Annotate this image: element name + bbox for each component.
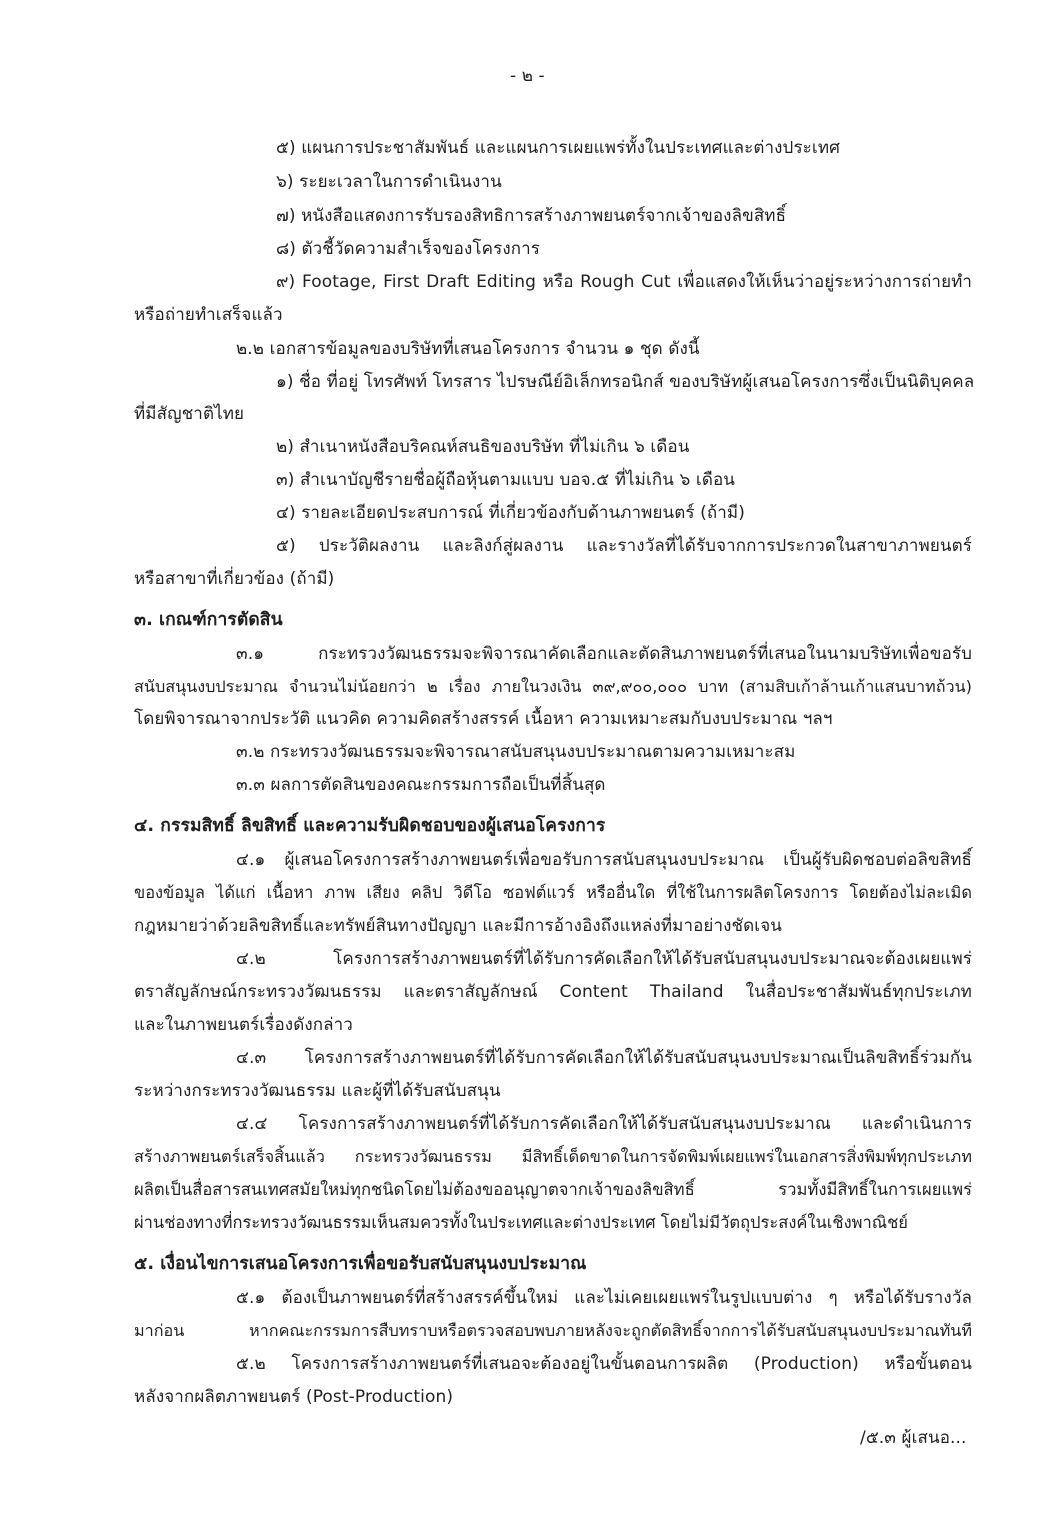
doc-line: ๗) หนังสือแสดงการรับรองสิทธิการสร้างภาพยนตร์จากเจ้าของลิขสิทธิ์ — [276, 206, 787, 226]
doc-line: ของข้อมูล ได้แก่ เนื้อหา ภาพ เสียง คลิป วิดีโอ ซอฟต์แวร์ หรืออื่นใด ที่ใช้ในการผลิตโครงการ โดยต้องไม่ละเมิด — [134, 883, 972, 902]
doc-line: โดยพิจารณาจากประวัติ แนวคิด ความคิดสร้างสรรค์ เนื้อหา ความเหมาะสมกับงบประมาณ ฯลฯ — [134, 709, 833, 729]
doc-line: ๓.๓ ผลการตัดสินของคณะกรรมการถือเป็นที่สิ้นสุด — [236, 775, 606, 795]
doc-line: ๒.๒ เอกสารข้อมูลของบริษัทที่เสนอโครงการ จำนวน ๑ ชุด ดังนี้ — [236, 339, 700, 359]
doc-line: กฎหมายว่าด้วยลิขสิทธิ์และทรัพย์สินทางปัญญา และมีการอ้างอิงถึงแหล่งที่มาอย่างชัดเจน — [134, 916, 782, 936]
doc-line: ๔) รายละเอียดประสบการณ์ ที่เกี่ยวข้องกับด้านภาพยนตร์ (ถ้ามี) — [276, 503, 745, 523]
doc-line: ๖) ระยะเวลาในการดำเนินงาน — [276, 172, 502, 192]
doc-line: ๔.๑ ผู้เสนอโครงการสร้างภาพยนตร์เพื่อขอรับการสนับสนุนงบประมาณ เป็นผู้รับผิดชอบต่อลิขสิทธิ์ — [236, 850, 972, 870]
doc-line: ผ่านช่องทางที่กระทรวงวัฒนธรรมเห็นสมควรทั้งในประเทศและต่างประเทศ โดยไม่มีวัตถุประสงค์ในเชิงพาณิชย์ — [134, 1213, 908, 1232]
doc-line: ๔.๓ โครงการสร้างภาพยนตร์ที่ได้รับการคัดเลือกให้ได้รับสนับสนุนงบประมาณเป็นลิขสิทธิ์ร่วมกัน — [236, 1048, 972, 1068]
doc-line: ๕) แผนการประชาสัมพันธ์ และแผนการเผยแพร่ทั้งในประเทศและต่างประเทศ — [276, 138, 841, 158]
doc-line: ๕.๑ ต้องเป็นภาพยนตร์ที่สร้างสรรค์ขึ้นใหม่ และไม่เคยเผยแพร่ในรูปแบบต่าง ๆ หรือได้รับรางวัล — [236, 1288, 972, 1308]
doc-line: ๙) Footage, First Draft Editing หรือ Rough Cut เพื่อแสดงให้เห็นว่าอยู่ระหว่างการถ่ายทำ — [276, 272, 972, 292]
doc-line: ๔.๒ โครงการสร้างภาพยนตร์ที่ได้รับการคัดเลือกให้ได้รับสนับสนุนงบประมาณจะต้องเผยแพร่ — [236, 949, 972, 969]
doc-line: ๕.๒ โครงการสร้างภาพยนตร์ที่เสนอจะต้องอยู่ในขั้นตอนการผลิต (Production) หรือขั้นตอน — [236, 1354, 972, 1374]
doc-line: ๓.๑ กระทรวงวัฒนธรรมจะพิจารณาคัดเลือกและตัดสินภาพยนตร์ที่เสนอในนามบริษัทเพื่อขอรับ — [236, 644, 972, 664]
doc-line: ๔.๔ โครงการสร้างภาพยนตร์ที่ได้รับการคัดเลือกให้ได้รับสนับสนุนงบประมาณ และดำเนินการ — [236, 1114, 972, 1134]
continuation-note: /๕.๓ ผู้เสนอ... — [860, 1428, 967, 1448]
doc-line: หรือถ่ายทำเสร็จแล้ว — [134, 305, 283, 325]
doc-line: ๓.๒ กระทรวงวัฒนธรรมจะพิจารณาสนับสนุนงบประมาณตามความเหมาะสม — [236, 742, 796, 762]
doc-line: ๓) สำเนาบัญชีรายชื่อผู้ถือหุ้นตามแบบ บอจ.๕ ที่ไม่เกิน ๖ เดือน — [276, 470, 735, 490]
doc-line: สร้างภาพยนตร์เสร็จสิ้นแล้ว กระทรวงวัฒนธรรม มีสิทธิ์เด็ดขาดในการจัดพิมพ์เผยแพร่ในเอกสารสิ่งพิมพ์ทุกประเภท — [134, 1147, 972, 1166]
section-heading-5: ๕. เงื่อนไขการเสนอโครงการเพื่อขอรับสนับสนุนงบประมาณ — [134, 1254, 587, 1274]
doc-line: หรือสาขาที่เกี่ยวข้อง (ถ้ามี) — [134, 569, 335, 589]
doc-line: ๘) ตัวชี้วัดความสำเร็จของโครงการ — [276, 239, 540, 259]
doc-line: ผลิตเป็นสื่อสารสนเทศสมัยใหม่ทุกชนิดโดยไม่ต้องขออนุญาตจากเจ้าของลิขสิทธิ์ รวมทั้งมีสิทธิ์ในการเผยแพร่ — [134, 1180, 972, 1199]
doc-line: และในภาพยนตร์เรื่องดังกล่าว — [134, 1015, 353, 1035]
doc-line: ๒) สำเนาหนังสือบริคณห์สนธิของบริษัท ที่ไม่เกิน ๖ เดือน — [276, 437, 690, 457]
doc-line: ตราสัญลักษณ์กระทรวงวัฒนธรรม และตราสัญลักษณ์ Content Thailand ในสื่อประชาสัมพันธ์ทุกประเภท — [134, 982, 972, 1002]
section-heading-4: ๔. กรรมสิทธิ์ ลิขสิทธิ์ และความรับผิดชอบของผู้เสนอโครงการ — [134, 816, 606, 836]
doc-line: มาก่อน หากคณะกรรมการสืบทราบหรือตรวจสอบพบภายหลังจะถูกตัดสิทธิ์จากการได้รับสนับสนุนงบประมาณทันที — [134, 1321, 972, 1340]
doc-line: หลังจากผลิตภาพยนตร์ (Post-Production) — [134, 1387, 454, 1407]
doc-line: ๕) ประวัติผลงาน และลิงก์สู่ผลงาน และรางวัลที่ได้รับจากการประกวดในสาขาภาพยนตร์ — [276, 536, 972, 556]
page-number: - ๒ - — [510, 66, 545, 86]
doc-line: ที่มีสัญชาติไทย — [134, 404, 245, 424]
doc-line: สนับสนุนงบประมาณ จำนวนไม่น้อยกว่า ๒ เรื่อง ภายในวงเงิน ๓๙,๙๐๐,๐๐๐ บาท (สามสิบเก้าล้านเก้าแสนบาทถ้วน) — [134, 677, 972, 696]
doc-line: ระหว่างกระทรวงวัฒนธรรม และผู้ที่ได้รับสนับสนุน — [134, 1081, 501, 1101]
doc-line: ๑) ชื่อ ที่อยู่ โทรศัพท์ โทรสาร ไปรษณีย์อิเล็กทรอนิกส์ ของบริษัทผู้เสนอโครงการซึ่งเป็นนิติบุคคล — [276, 372, 975, 392]
section-heading-3: ๓. เกณฑ์การตัดสิน — [134, 610, 283, 630]
